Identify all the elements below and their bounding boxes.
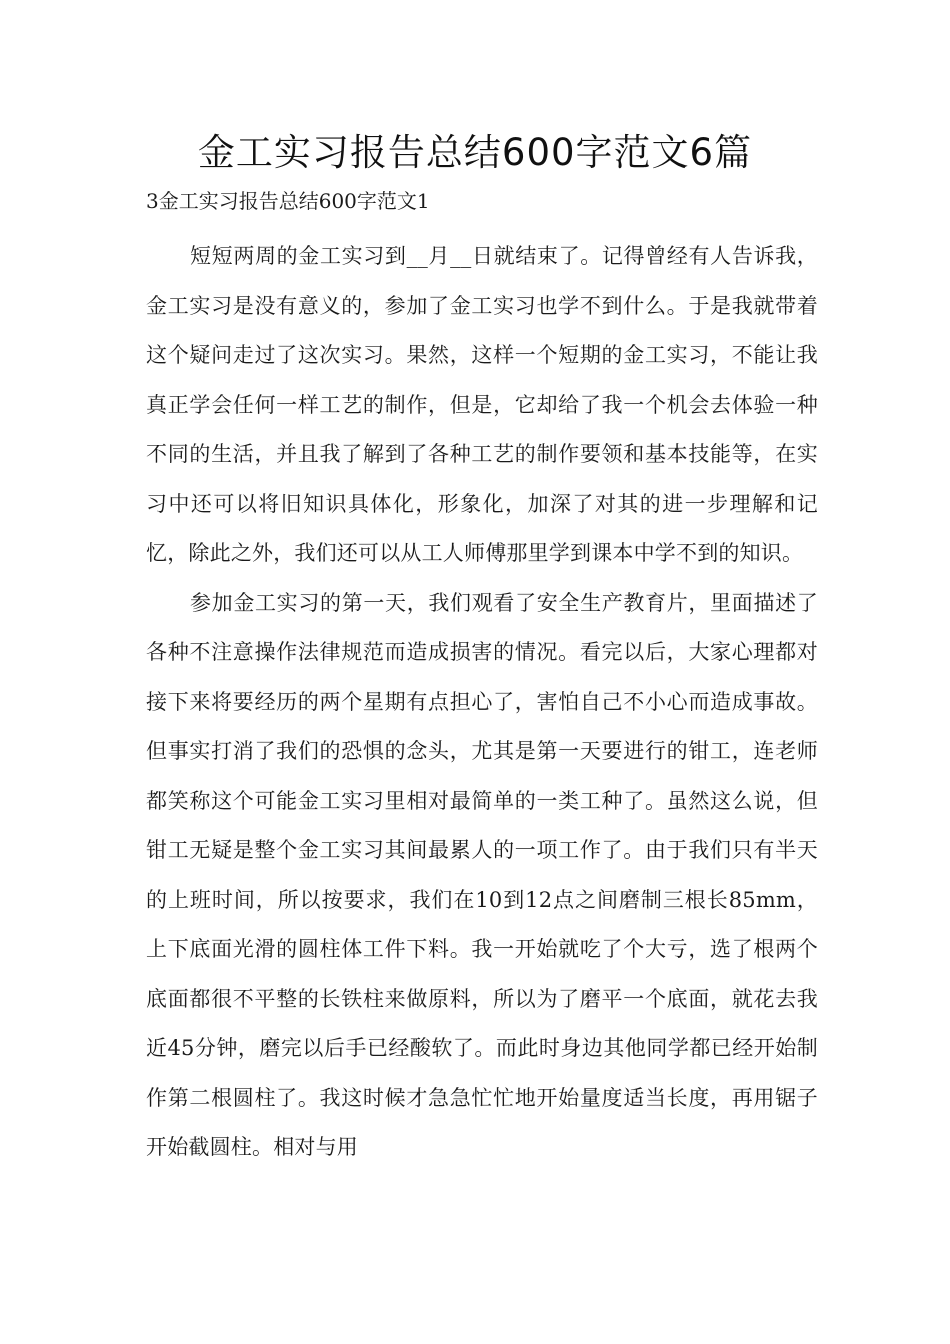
section-subtitle: 3金工实习报告总结600字范文1 xyxy=(146,189,430,213)
document-title: 金工实习报告总结600字范文6篇 xyxy=(197,131,753,174)
document-body xyxy=(146,232,818,1173)
paragraph-1: 短短两周的金工实习到__月__日就结束了。记得曾经有人告诉我，金工实习是没有意义的，参加了金工实习也学不到什么。于是我就带着这个疑问走过了这次实习。果然，这样一个短期的金工实习，不能让我真正学会任何一样工艺的制作，但是，它却给了我一个机会去体验一种不同的生活，并且我了解到了各种工艺的制作要领和基本技能等，在实习中还可以将旧知识具体化，形象化，加深了对其的进一步理解和记忆，除此之外，我们还可以从工人师傅那里学到课本中学不到的知识。 xyxy=(146,244,818,565)
paragraph-2: 参加金工实习的第一天，我们观看了安全生产教育片，里面描述了各种不注意操作法律规范而造成损害的情况。看完以后，大家心理都对接下来将要经历的两个星期有点担心了，害怕自己不小心而造成事故。但事实打消了我们的恐惧的念头，尤其是第一天要进行的钳工，连老师都笑称这个可能金工实习里相对最简单的一类工种了。虽然这么说，但钳工无疑是整个金工实习其间最累人的一项工作了。由于我们只有半天的上班时间，所以按要求，我们在10到12点之间磨制三根长85mm，上下底面光滑的圆柱体工件下料。我一开始就吃了个大亏，选了根两个底面都很不平整的长铁柱来做原料，所以为了磨平一个底面，就花去我近45分钟，磨完以后手已经酸软了。而此时身边其他同学都已经开始制作第二根圆柱了。我这时候才急急忙忙地开始量度适当长度，再用锯子开始截圆柱。相对与用 xyxy=(146,590,818,1159)
